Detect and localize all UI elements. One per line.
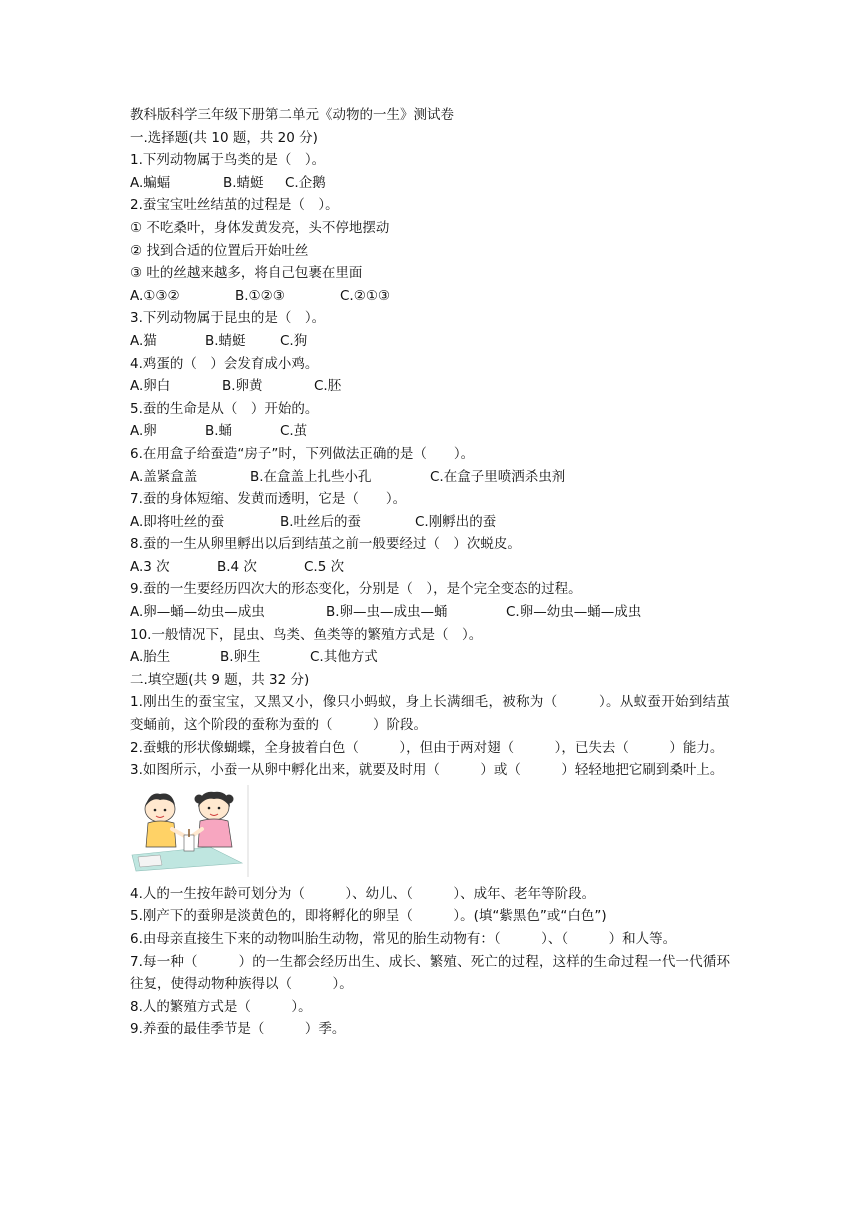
question-stem: 4.鸡蛋的（ ）会发育成小鸡。 [130, 355, 319, 372]
option-a: A.卵 [130, 423, 157, 440]
fill-question-8: 8.人的繁殖方式是（ ）。 [130, 998, 312, 1015]
option-c: C.5 次 [304, 558, 345, 575]
option-a: A.胎生 [130, 649, 171, 666]
fill-question-6: 6.由母亲直接生下来的动物叫胎生动物，常见的胎生动物有：（ ）、（ ）和人等。 [130, 931, 677, 947]
option-a: A.卵白 [130, 378, 171, 395]
option-b: B.卵—虫—成虫—蛹 [326, 604, 448, 621]
children-brushing-silkworm-illustration [130, 785, 250, 877]
option-c: C.茧 [280, 423, 308, 440]
answer-options [130, 285, 730, 308]
section1-heading: 一.选择题(共 10 题，共 20 分) [130, 129, 318, 146]
option-c: C.刚孵出的蚕 [415, 513, 497, 530]
question-stem: 10.一般情况下，昆虫、鸟类、鱼类等的繁殖方式是（ ）。 [130, 626, 483, 643]
answer-options [130, 646, 730, 669]
question-stem: 6.在用盒子给蚕造“房子”时，下列做法正确的是（ ）。 [130, 445, 475, 462]
option-c: C.胚 [314, 378, 342, 395]
fill-question-3: 3.如图所示，小蚕一从卵中孵化出来，就要及时用（ ）或（ ）轻轻地把它刷到桑叶上。 [130, 762, 724, 779]
option-b: B.蜻蜓 [205, 332, 246, 349]
answer-options [130, 330, 730, 353]
fill-question-5: 5.刚产下的蚕卵是淡黄色的，即将孵化的卵呈（ ）。(填“紫黑色”或“白色”) [130, 908, 607, 925]
answer-options [130, 420, 730, 443]
question-stem: 8.蚕的一生从卵里孵出以后到结茧之前一般要经过（ ）次蜕皮。 [130, 536, 521, 553]
option-a: A.①③② [130, 287, 180, 304]
answer-options [130, 466, 730, 489]
question-stem: 1.下列动物属于鸟类的是（ ）。 [130, 152, 326, 169]
fill-question-4: 4.人的一生按年龄可划分为（ ）、幼儿、（ ）、成年、老年等阶段。 [130, 885, 596, 902]
section2-heading: 二.填空题(共 9 题，共 32 分) [130, 671, 310, 688]
option-c: C.在盒子里喷洒杀虫剂 [430, 468, 566, 485]
fill-question-7: 7.每一种（ ）的一生都会经历出生、成长、繁殖、死亡的过程，这样的生命过程一代一代循环往复，使得动物种族得以（ ）。 [130, 953, 730, 993]
option-c: C.企鹅 [285, 174, 326, 191]
question-stem: 2.蚕宝宝吐丝结茧的过程是（ ）。 [130, 197, 339, 214]
process-step: ② 找到合适的位置后开始吐丝 [130, 242, 309, 259]
option-b: B.卵黄 [222, 378, 263, 395]
option-a: A.盖紧盒盖 [130, 468, 198, 485]
answer-options [130, 556, 730, 579]
fill-question-1: 1.刚出生的蚕宝宝，又黑又小，像只小蚂蚁，身上长满细毛，被称为（ ）。从蚁蚕开始到结茧变蛹前，这个阶段的蚕称为蚕的（ ）阶段。 [130, 694, 730, 734]
option-c: C.其他方式 [310, 649, 378, 666]
process-step: ③ 吐的丝越来越多，将自己包裹在里面 [130, 265, 363, 282]
fill-question-2: 2.蚕蛾的形状像蝴蝶，全身披着白色（ ），但由于两对翅（ ），已失去（ ）能力。 [130, 739, 724, 756]
option-a: A.卵—蛹—幼虫—成虫 [130, 604, 265, 621]
option-b: B.蜻蜓 [223, 174, 264, 191]
option-b: B.卵生 [220, 649, 261, 666]
exam-page [130, 104, 730, 1041]
exam-title: 教科版科学三年级下册第二单元《动物的一生》测试卷 [130, 107, 454, 123]
question-stem: 3.下列动物属于昆虫的是（ ）。 [130, 310, 326, 327]
option-c: C.卵—幼虫—蛹—成虫 [506, 604, 642, 621]
question-stem: 5.蚕的生命是从（ ）开始的。 [130, 400, 319, 417]
option-a: A.即将吐丝的蚕 [130, 513, 225, 530]
process-step: ① 不吃桑叶，身体发黄发亮，头不停地摆动 [130, 219, 390, 236]
answer-options [130, 375, 730, 398]
option-a: A.猫 [130, 332, 157, 349]
option-b: B.4 次 [217, 558, 257, 575]
option-b: B.蛹 [205, 423, 233, 440]
answer-options [130, 601, 730, 624]
option-c: C.②①③ [340, 287, 391, 304]
fill-question-9: 9.养蚕的最佳季节是（ ）季。 [130, 1021, 346, 1038]
question-stem: 9.蚕的一生要经历四次大的形态变化，分别是（ ），是个完全变态的过程。 [130, 581, 582, 598]
option-a: A.3 次 [130, 558, 170, 575]
option-a: A.蝙蝠 [130, 174, 171, 191]
answer-options [130, 511, 730, 534]
option-b: B.吐丝后的蚕 [280, 513, 362, 530]
option-b: B.①②③ [235, 287, 285, 304]
answer-options [130, 172, 730, 195]
option-c: C.狗 [280, 332, 308, 349]
question-stem: 7.蚕的身体短缩、发黄而透明，它是（ ）。 [130, 491, 407, 508]
option-b: B.在盒盖上扎些小孔 [250, 468, 372, 485]
